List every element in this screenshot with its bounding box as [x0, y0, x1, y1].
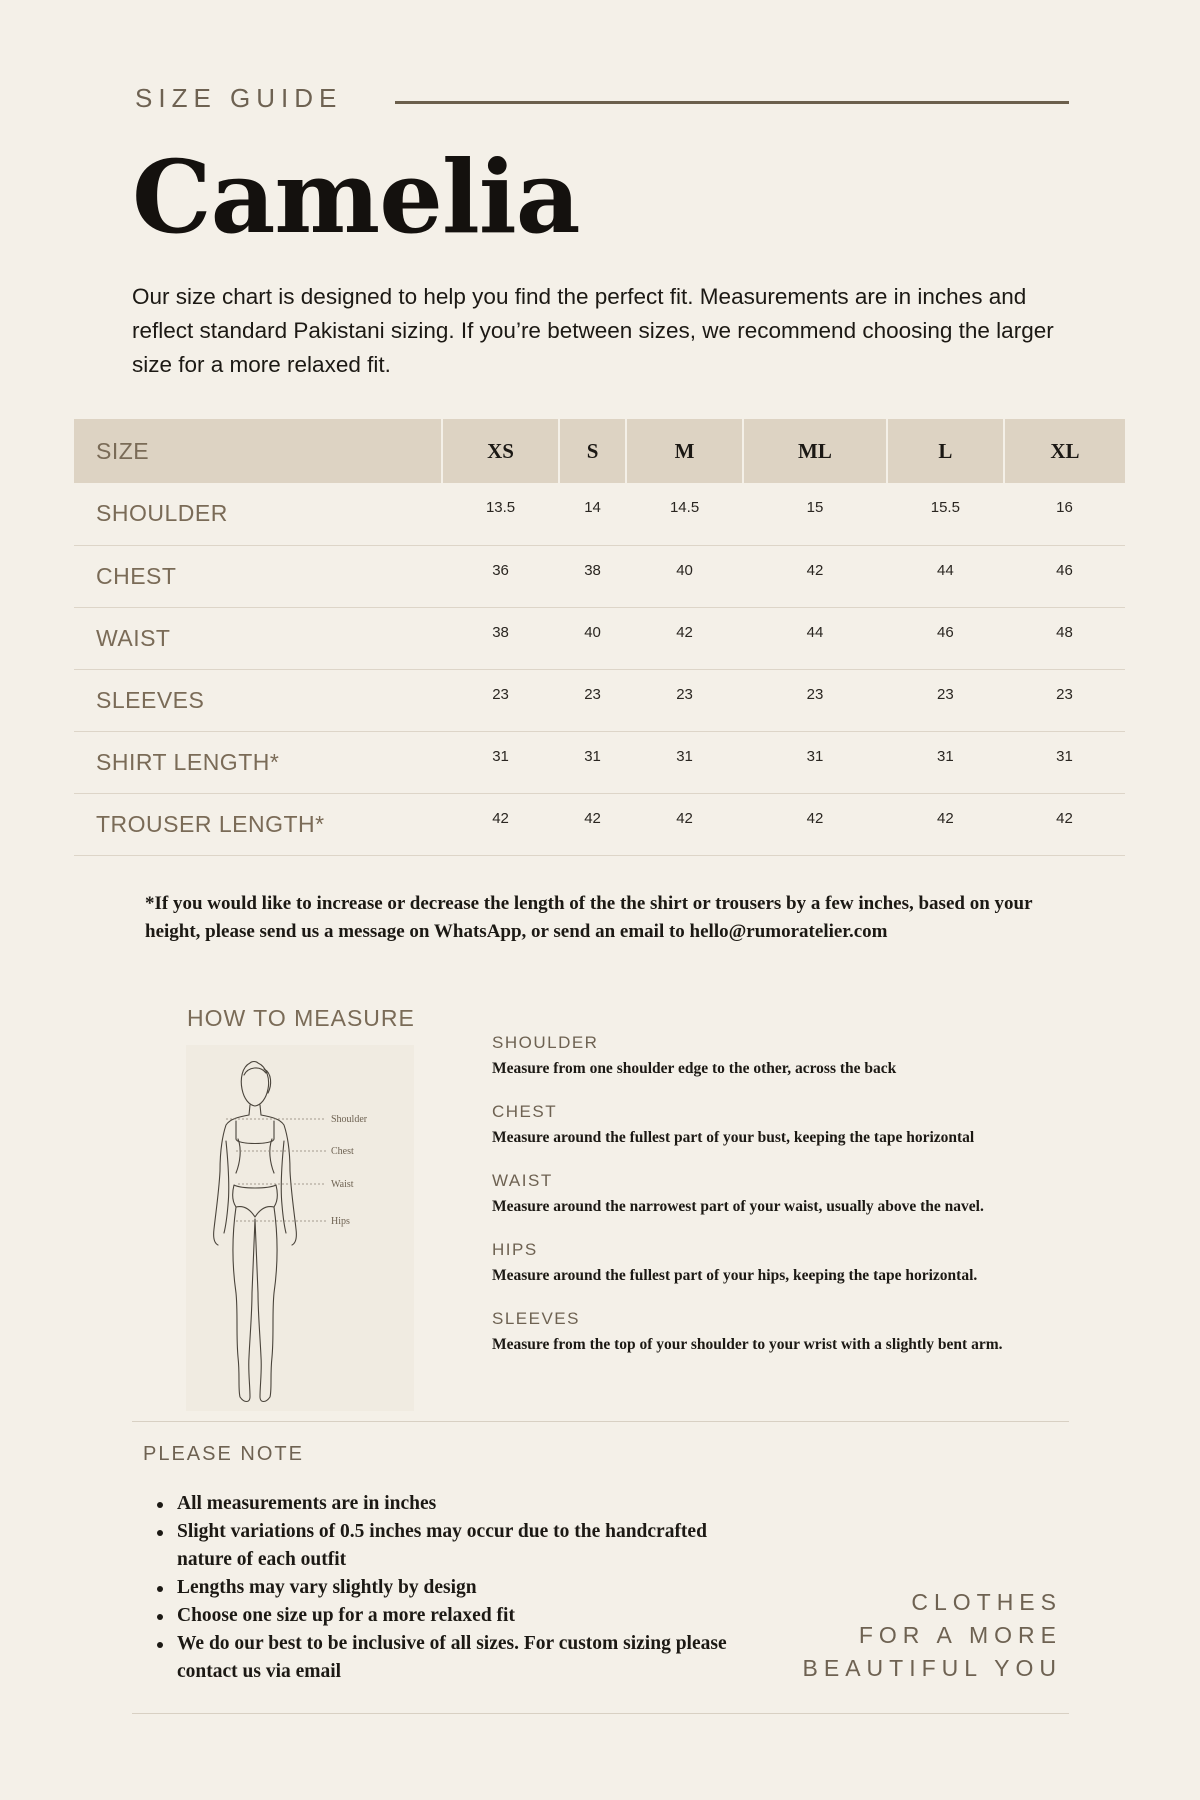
measure-description: Measure from the top of your shoulder to your wrist with a slightly bent arm. [492, 1336, 1003, 1353]
intro-paragraph: Our size chart is designed to help you find the perfect fit. Measurements are in inches and reflect standard Pakistani sizing. If you’re between sizes, we recommend choosing the larger size for a more relaxed fit. [132, 284, 1054, 377]
measure-label: SLEEVES [492, 1309, 580, 1328]
size-header-row [74, 419, 1125, 483]
size-guide-eyebrow: SIZE GUIDE [135, 83, 343, 113]
figure-label-hips: Hips [331, 1216, 350, 1227]
section-divider [132, 1421, 1069, 1422]
table-row-chest [74, 545, 1125, 607]
row-label: SLEEVES [74, 669, 442, 731]
table-cell: 38 [559, 545, 626, 607]
eyebrow-divider [395, 101, 1069, 104]
measure-item-hips [492, 1240, 1092, 1285]
body-outline-illustration [186, 1045, 414, 1411]
table-cell: 44 [887, 545, 1004, 607]
row-label: TROUSER LENGTH* [74, 793, 442, 855]
table-cell: 31 [442, 731, 559, 793]
size-column-label: SIZE [74, 419, 442, 483]
table-row-shirt-length [74, 731, 1125, 793]
measure-label: WAIST [492, 1171, 553, 1190]
tagline-line: CLOTHES [911, 1589, 1062, 1615]
measure-description: Measure from one shoulder edge to the other, across the back [492, 1060, 897, 1077]
table-cell: 16 [1004, 483, 1125, 545]
page-title: Camelia [132, 138, 580, 256]
table-cell: 40 [559, 607, 626, 669]
measurement-instructions [492, 1033, 1092, 1378]
table-cell: 38 [442, 607, 559, 669]
table-cell: 13.5 [442, 483, 559, 545]
size-ml-header: ML [743, 419, 887, 483]
table-cell: 23 [626, 669, 743, 731]
please-note-list [177, 1490, 737, 1686]
list-item: All measurements are in inches [177, 1490, 737, 1518]
table-cell: 42 [743, 793, 887, 855]
row-label: CHEST [74, 545, 442, 607]
table-cell: 31 [626, 731, 743, 793]
size-xl-header: XL [1004, 419, 1125, 483]
table-cell: 46 [887, 607, 1004, 669]
length-footnote: *If you would like to increase or decrease the length of the the shirt or trousers by a few inches, based on your height, please send us a message on WhatsApp, or send an email to hello@rumoratelier.com [145, 893, 1033, 942]
list-item: Slight variations of 0.5 inches may occur due to the handcrafted nature of each outfit [177, 1518, 737, 1574]
measure-description: Measure around the fullest part of your bust, keeping the tape horizontal [492, 1129, 975, 1146]
measure-item-chest [492, 1102, 1092, 1147]
table-cell: 42 [626, 793, 743, 855]
table-cell: 31 [887, 731, 1004, 793]
brand-tagline [803, 1586, 1062, 1685]
table-cell: 46 [1004, 545, 1125, 607]
table-row-waist [74, 607, 1125, 669]
table-cell: 42 [743, 545, 887, 607]
table-cell: 23 [743, 669, 887, 731]
table-cell: 36 [442, 545, 559, 607]
measure-label: CHEST [492, 1102, 558, 1121]
figure-label-waist: Waist [331, 1179, 354, 1190]
table-cell: 42 [626, 607, 743, 669]
table-cell: 23 [1004, 669, 1125, 731]
size-l-header: L [887, 419, 1004, 483]
measure-item-sleeves [492, 1309, 1092, 1354]
table-cell: 23 [442, 669, 559, 731]
list-item: Choose one size up for a more relaxed fit [177, 1602, 737, 1630]
measure-label: SHOULDER [492, 1033, 599, 1052]
measure-description: Measure around the narrowest part of your waist, usually above the navel. [492, 1198, 984, 1215]
row-label: WAIST [74, 607, 442, 669]
measure-item-waist [492, 1171, 1092, 1216]
table-cell: 14 [559, 483, 626, 545]
table-cell: 31 [1004, 731, 1125, 793]
measure-item-shoulder [492, 1033, 1092, 1078]
table-row-sleeves [74, 669, 1125, 731]
table-cell: 42 [442, 793, 559, 855]
table-cell: 42 [559, 793, 626, 855]
table-cell: 40 [626, 545, 743, 607]
size-chart-table [74, 419, 1125, 856]
list-item: Lengths may vary slightly by design [177, 1574, 737, 1602]
table-cell: 15 [743, 483, 887, 545]
table-cell: 42 [887, 793, 1004, 855]
size-m-header: M [626, 419, 743, 483]
table-row-trouser-length [74, 793, 1125, 855]
table-cell: 15.5 [887, 483, 1004, 545]
footer-divider [132, 1713, 1069, 1714]
list-item: We do our best to be inclusive of all sizes. For custom sizing please contact us via email [177, 1630, 737, 1686]
table-cell: 23 [887, 669, 1004, 731]
size-s-header: S [559, 419, 626, 483]
measure-description: Measure around the fullest part of your hips, keeping the tape horizontal. [492, 1267, 978, 1284]
table-cell: 48 [1004, 607, 1125, 669]
table-cell: 42 [1004, 793, 1125, 855]
table-cell: 31 [743, 731, 887, 793]
tagline-line: FOR A MORE [858, 1622, 1062, 1648]
measurement-figure [186, 1045, 414, 1411]
measure-label: HIPS [492, 1240, 538, 1259]
size-xs-header: XS [442, 419, 559, 483]
please-note-title: PLEASE NOTE [143, 1443, 304, 1465]
row-label: SHOULDER [74, 483, 442, 545]
table-cell: 23 [559, 669, 626, 731]
row-label: SHIRT LENGTH* [74, 731, 442, 793]
figure-label-chest: Chest [331, 1146, 354, 1157]
table-cell: 14.5 [626, 483, 743, 545]
table-cell: 44 [743, 607, 887, 669]
table-cell: 31 [559, 731, 626, 793]
tagline-line: BEAUTIFUL YOU [802, 1655, 1062, 1681]
figure-label-shoulder: Shoulder [331, 1114, 368, 1125]
table-row-shoulder [74, 483, 1125, 545]
how-to-measure-title: HOW TO MEASURE [187, 1005, 415, 1031]
